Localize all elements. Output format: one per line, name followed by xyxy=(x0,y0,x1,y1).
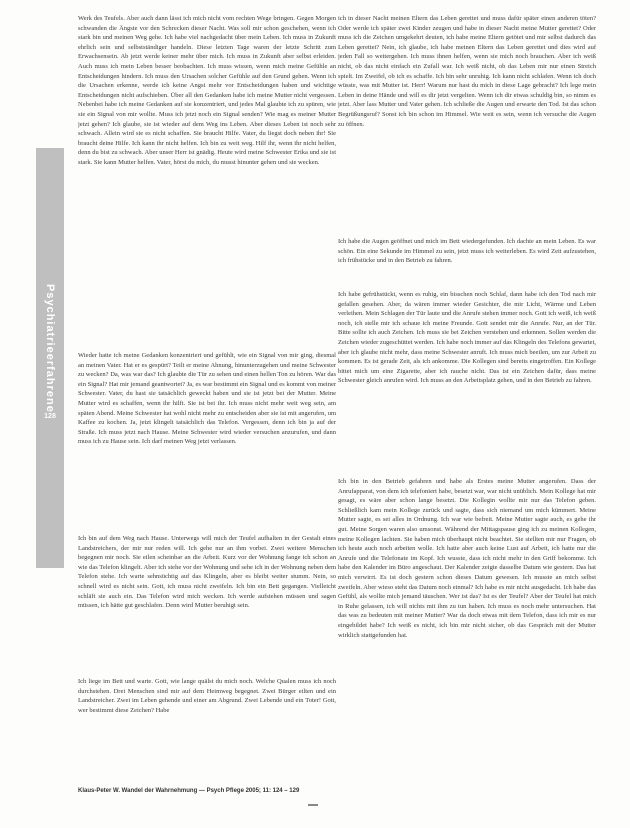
paragraph: Ich bin in den Betrieb gefahren und habe als Erstes meine Mutter angerufen. Dass der Anrufapparat, von dem ich telefoniert habe, besetzt war, war nicht unüblich. Mein Kollege hat mir gesagt, es wäre aber schon lange besetzt. Die Kollegin wollte mir nur das Telefon geben. Schließlich kam mein Kollege zurück und sagte, dass sich niemand um mich kümmert. Meine Mutter sagte, es sei alles in Ordnung. Ich war wie befreit. Meine Mutter sagte auch, es gehe ihr gut. Meine Sorgen waren also umsonst. Während der Mittagspause ging ich zu meinen Kollegen, meine Kollegen lachten. Sie haben mich überhaupt nicht beachtet. Sie stellten mir nur Fragen, ob ich heute auch noch arbeiten wolle. Ich hatte aber auch keine Lust auf Arbeit, ich hatte nur die Anrufe und die Telefonate im Kopf. Ich wusste, dass ich nicht mehr in den Griff bekomme. Ich habe den Kalender im Büro angeschaut. Der Kalender zeigte dasselbe Datum wie gestern. Das hat mich verwirrt. Es ist doch gestern schon dieses Datum gewesen. Ich musste an mich selbst zweifeln. Aber wieso steht das Datum noch einmal? Ich habe es mir nicht ausgedacht. Ich habe das Gefühl, als wollte mich jemand täuschen. Wer ist das? Ist es der Teufel? Aber der Teufel hat mich in Ruhe gelassen, ich will nichts mit ihm zu tun haben. Ich muss es noch mehr untersuchen. Hat das was zu bedeuten mit meiner Mutter? War da doch etwas mit dem Telefon, dass ich mir es nur eingebildet habe? Ich weiß es nicht, ich bin mir nicht sicher, ob das Gespräch mit der Mutter wirklich stattgefunden hat. xyxy=(338,478,596,639)
paragraph: Ich liege im Bett und warte. Gott, wie lange quälst du mich noch. Welche Qualen muss ich noch durchstehen. Drei Menschen sind mir auf dem Heimweg begegnet. Zwei Bürger eilten und ein Landstreicher. Zwei im Leben gehende und einer am Abgrund. Zwei Lebende und ein Toter! Gott, wer bestimmt diese Zeichen? Habe xyxy=(78,678,336,714)
left-text-column xyxy=(78,14,336,740)
footer-divider xyxy=(308,804,318,806)
paragraph: ich in dieser Nacht meinen Eltern das Leben gerettet und muss dafür später einen anderen töten? Oder werde ich später zwei Kinder zeugen und habe in dieser Nacht meine Mutter gerettet? Oder muss ich die Zeichen umgekehrt deuten, ich habe meine Eltern getötet und mir selbst dadurch das Leben gerettet? Nein, ich glaube, ich habe meinen Eltern das Leben gerettet und dies wird auf jeden Fall so weitergehen. Ich muss ihnen helfen, wenn sie mich noch brauchen. Aber ich weiß nicht, ob das nicht einfach ein Zufall war. Ich weiß nicht, ob das Leben mir nur einen Streich spielt. Im Zweifel, ob ich es schaffe. Ich bin sehr unruhig. Ich kann nicht schlafen. Wenn ich doch wüsste, was mit Mutter ist. Herr! Warum nur hast du mich in diese Lage gebracht? Ich lege mein Leben in deine Hände und will es dir jetzt vergelten. Wenn ich dir etwas schuldig bin, so nimm es jetzt. Aber lass Mutter und Vater gehen. Ich schließe die Augen und erwarte den Tod. Ist das schon Begrüßungsruf? Sonst ich bin schon im Himmel. Wie weit es sein, wenn ich versuche die Augen zu öffnen. xyxy=(338,15,596,128)
paragraph: Ich bin auf dem Weg nach Hause. Unterwegs will mich der Teufel aufhalten in der Gestalt eines Landstreichers, der mir nur reden will. Ich gehe nur an ihm vorbei. Zwei weitere Menschen begegnen mir noch. Sie eilen scheinbar an die Arbeit. Kurz vor der Wohnung fange ich schon an wie das Telefon klingelt. Aber ich stehe vor der Wohnung und sehe ich in der Wohnung neben dem Telefon stehe. Ich warte sehnsüchtig auf das Klingeln, aber es bleibt weiter stumm. Nein, so schnell wird es nicht sein. Gott, ich muss nicht zweifeln. Ich bin ein Bett gegangen. Vielleicht schläft sie auch ein. Das Telefon wird mich wecken. Ich werde aufstehen müssen und sagen müssen, ich hätte gut geschlafen. Denn wird Mutter beruhigt sein. xyxy=(78,535,336,610)
section-side-tab xyxy=(36,148,64,568)
paragraph: Ich habe gefrühstückt, wenn es ruhig, ein bisschen noch Schlaf, dann habe ich den Tod nach mir gefallen gesehen. Aber, da wären immer wieder Gesichter, die mir Licht, Wärme und Leben verleihen. Mein Schlagen der Tür laute und die Anrufe stehen immer noch. Gott ich weiß, ich weiß noch, ich stelle mir ich schaue ich meine Freunde. Gott sendet mir die Anrufe. Nur, an der Tür. Bitte sollte ich auch Zeichen. Ich muss sie bei Zeichen verstehen und erkennen. Sollen werden die Zeichen wieder zugeschüttet werden. Ich habe noch immer auf das Klingeln des Telefons gewartet, aber ich glaube nicht mehr, dass meine Schwester anruft. Ich muss mich beeilen, um zur Arbeit zu kommen. Es ist gerade Zeit, als ich ankomme. Die Kollegen sind bereits eingetroffen. Ein Kollege bittet mich um eine Zigarette, aber ich rauche nicht. Das ist ein Zeichen dafür, dass meine Schwester gleich anrufen wird. Ich muss an den Arbeitsplatz gehen, und in den Betrieb zu fahren. xyxy=(338,291,596,385)
paragraph: Ich habe die Augen geöffnet und mich im Bett wiedergefunden. Ich dachte an mein Leben. Es war schön. Ein eine Sekunde im Himmel zu sein, jetzt muss ich weiterleben. Es wird Zeit aufzustehen, ich frühstücke und in den Betrieb zu fahren. xyxy=(338,238,596,265)
page-number: 128 xyxy=(44,413,56,420)
right-text-column xyxy=(338,14,596,774)
footer-citation: Klaus-Peter W. Wandel der Wahrnehmung — Psych Pflege 2005; 11: 124 – 129 xyxy=(78,788,300,794)
paragraph: Werk des Teufels. Aber auch dann lässt ich mich nicht vom rechten Wege bringen. Gegen Morgen schwanden die Ängste vor den Schrecken dieser Nacht. Was soll mir schon geschehen, wenn ich stark bin und meinen Weg gehe. Ich habe viel nachgedacht über mein Leben. Ich muss in Zukunft ehrlich sein und selbstständiger handeln. Diese letzten Tage waren der letzte Schritt zum Erwachsensein. Ab jetzt werde keiner mehr über mich. Ich muss in Zukunft aber selbst erleiden. Auch muss ich mein Leben besser beobachten. Ich muss wissen, wenn mich meine Gefühle an Entscheidungen hindern. Ich muss den Ursachen solcher Gefühle auf den Grund gehen. Wenn ich die Ursachen erkenne, werde ich keine Angst mehr vor Entscheidungen haben und wichtige Entscheidungen nicht aufschieben. Über all den Gedanken habe ich meine Mutter nicht vergessen. Nebenbei habe ich meine Gedanken auf sie konzentriert, und jedes Mal glaubte ich zu spüren, wie sie ein Signal von mir wollte. Muss ich jetzt noch ein Signal senden? Wie mag es meiner Mutter jetzt gehen? Ich glaube, sie ist wieder auf dem Weg ins Leben. Aber dieses Leben ist noch sehr schwach. Allein wird sie es nicht schaffen. Sie braucht Hilfe. Vater, du liegst doch neben ihr! Sie braucht deine Hilfe. Ich kann ihr nicht helfen. Ich bin zu weit weg. Hilf ihr, wenn ihr nicht helfen, denn du bist zu schwach. Aber unser Herr ist gnädig. Heute wird meine Schwester Erika und sie ist stark. Sie kann Mutter helfen. Vater, hörst du mich, du musst hinunter gehen und sie wecken. xyxy=(78,15,336,166)
paragraph: Wieder hatte ich meine Gedanken konzentriert und gefühlt, wie ein Signal von mir ging, diesmal an meinen Vater. Hat er es gespürt? Teilt er meine Ahnung, hinunterzugehen und meine Schwester zu wecken? Da, was war das? Ich glaubte die Tür zu sehen und einen hellen Ton zu hören. War das ein Signal? Hat mir jemand geantwortet? Ja, es war bestimmt ein Signal und es kommt von meiner Schwester. Vater, du hast sie tatsächlich geweckt haben und sie ist jetzt bei der Mutter. Meine Mutter wird es schaffen, wenn ihr hilft. Sie ist bei ihr. Ich muss nicht mehr weit weg sein, am späten Abend. Meine Schwester hat wohl nicht mehr zu entscheiden aber sie ist mit angerufen, um Kaffee zu kochen. Ja, jetzt klingelt tatsächlich das Telefon. Vergessen, denn ich bin ja auf der Straße. Ich muss jetzt nach Hause. Meine Schwester wird wieder versuchen anzurufen, und dann muss ich zu Hause sein. Ich darf meinen Weg jetzt verlassen. xyxy=(78,352,336,446)
section-label: Psychiatrieerfahrene xyxy=(44,283,56,413)
